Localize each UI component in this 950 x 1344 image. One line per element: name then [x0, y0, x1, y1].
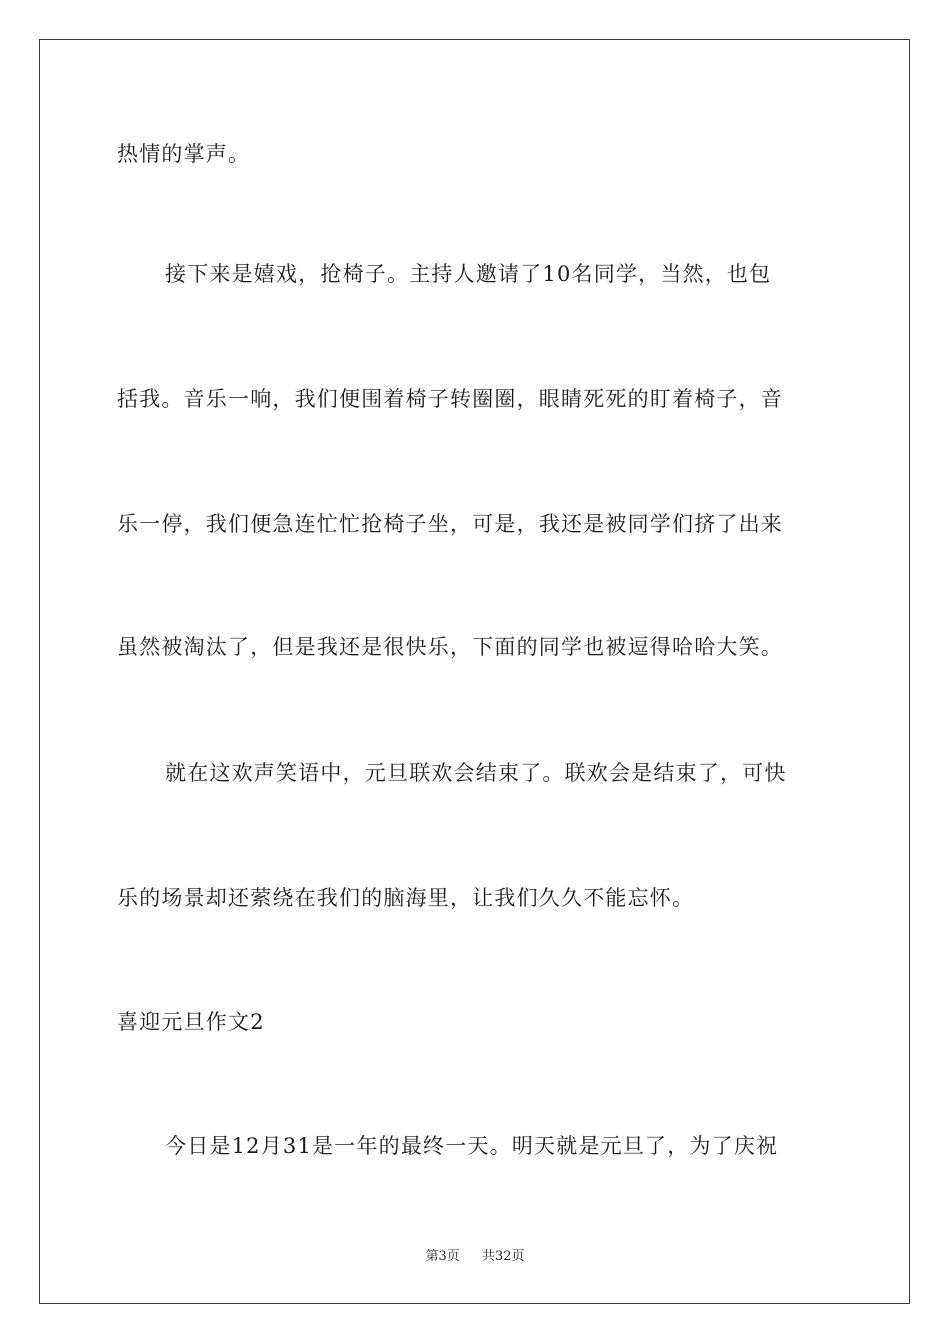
text-line-9: 今日是12月31是一年的最终一天。明天就是元旦了，为了庆祝 — [165, 1134, 779, 1158]
text-line-5: 虽然被淘汰了，但是我还是很快乐，下面的同学也被逗得哈哈大笑。 — [117, 635, 783, 659]
text-line-4: 乐一停，我们便急连忙忙抢椅子坐，可是，我还是被同学们挤了出来 — [117, 512, 783, 536]
page-number: 第3页 — [425, 1249, 460, 1264]
section-heading: 喜迎元旦作文2 — [117, 1010, 265, 1034]
text-line-7: 乐的场景却还萦绕在我们的脑海里，让我们久久不能忘怀。 — [117, 886, 695, 910]
text-line-1: 热情的掌声。 — [117, 142, 251, 166]
text-line-2: 接下来是嬉戏，抢椅子。主持人邀请了10名同学，当然，也包 — [165, 262, 772, 286]
page-border — [39, 39, 910, 1304]
text-line-6: 就在这欢声笑语中，元旦联欢会结束了。联欢会是结束了，可快 — [165, 761, 787, 785]
page-footer — [0, 1248, 950, 1266]
text-line-3: 括我。音乐一响，我们便围着椅子转圈圈，眼睛死死的盯着椅子，音 — [117, 387, 783, 411]
page-total: 共32页 — [482, 1249, 525, 1264]
